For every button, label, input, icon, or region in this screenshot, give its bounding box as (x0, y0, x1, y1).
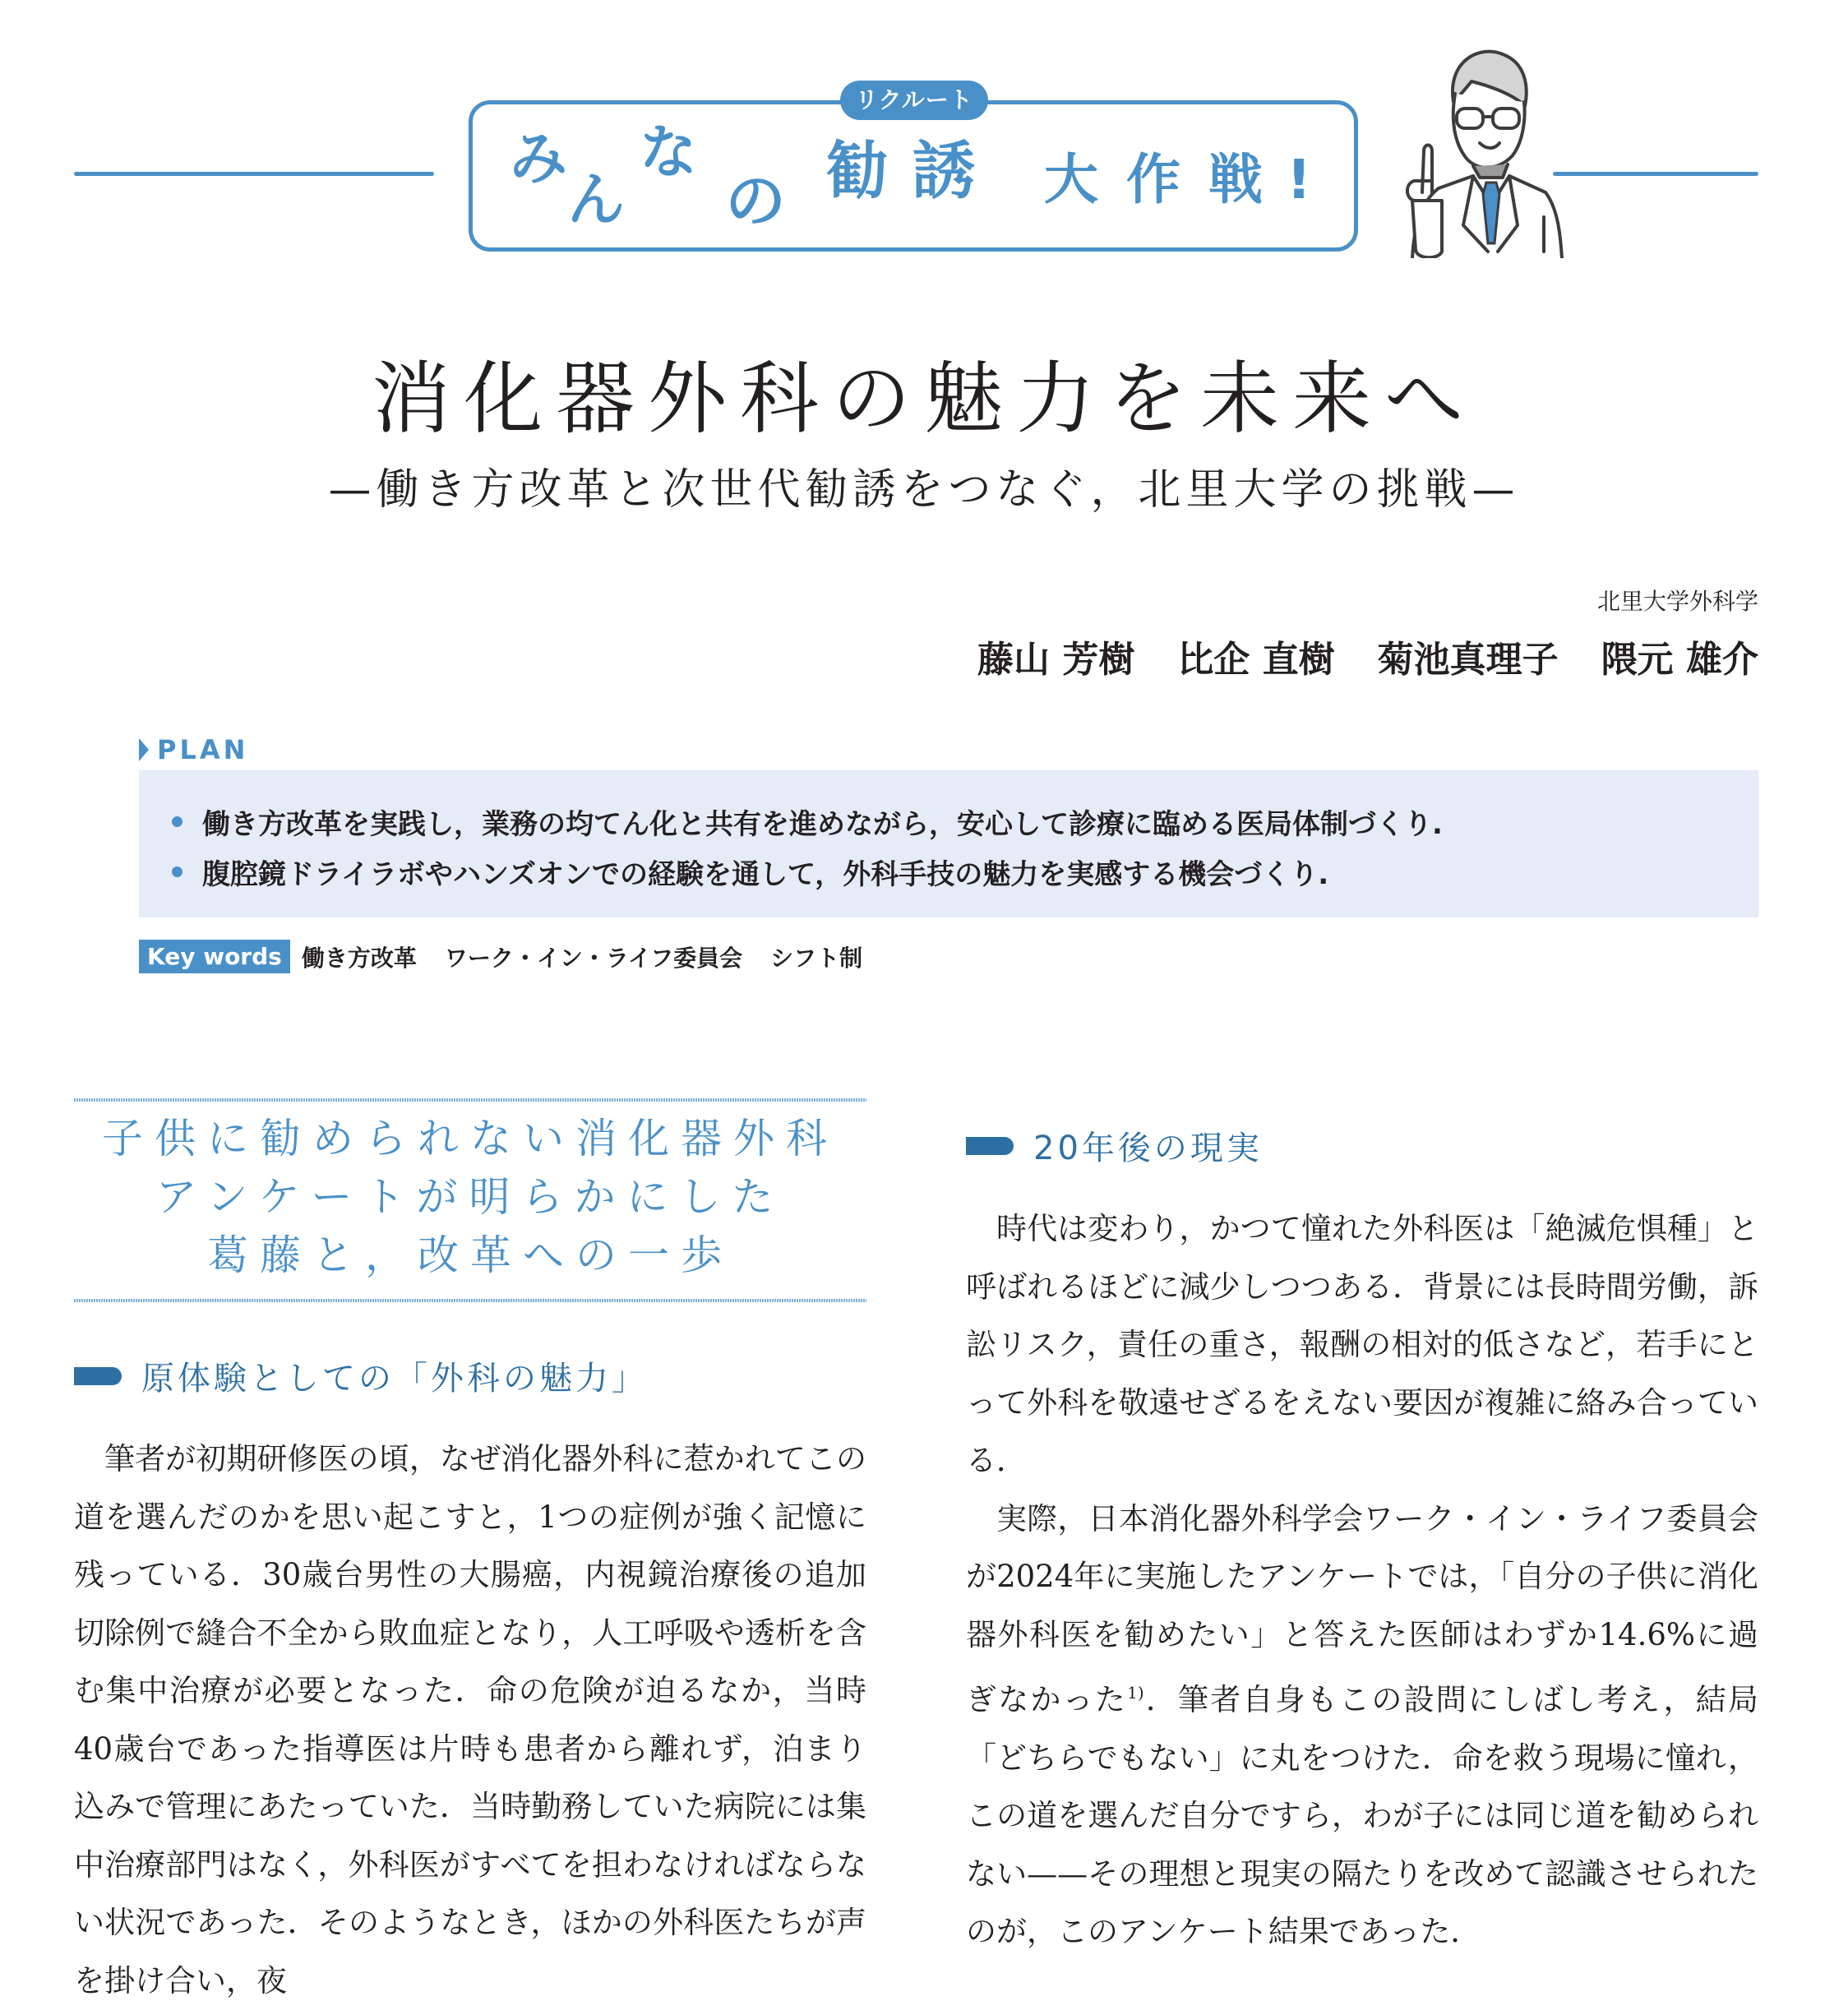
column-headline (74, 1110, 866, 1285)
headline-line: 葛藤と，改革への一歩 (207, 1231, 733, 1279)
section-bar-icon (966, 1137, 1014, 1155)
banner-left-rule (74, 172, 434, 176)
plan-box (139, 770, 1758, 917)
article-title: 消化器外科の魅力を未来へ (372, 353, 1476, 445)
author-name: 菊池真理子 (1377, 639, 1559, 681)
body-text-right (966, 1200, 1758, 1961)
plan-label (139, 734, 248, 765)
author-name: 隈元 雄介 (1601, 639, 1758, 681)
banner-char: な (640, 118, 697, 186)
recruit-badge: リクルート (840, 81, 988, 120)
plan-item (172, 802, 1443, 842)
banner-char: ! (1287, 148, 1312, 211)
banner-char: 戦 (1208, 148, 1263, 211)
plan-item (172, 852, 1328, 892)
bullet-icon (172, 816, 182, 827)
keyword: シフト制 (770, 944, 863, 972)
paragraph-text: ．筆者自身もこの設問にしばし考え，結局「どちらでもない」に丸をつけた．命を救う現場に憧れ，この道を選んだ自分ですら，わが子には同じ道を勧められない——その理想と現実の隔たりを改めて認識させられたのが，このアンケート結果であった． (966, 1682, 1758, 1949)
affiliation: 北里大学外科学 (1596, 588, 1758, 615)
section-heading (74, 1352, 648, 1399)
banner-char: み (510, 125, 567, 192)
author-name: 藤山 芳樹 (977, 639, 1135, 681)
banner-char: の (725, 166, 786, 237)
plan-item-text: 腹腔鏡ドライラボやハンズオンでの経験を通して，外科手技の魅力を実感する機会づくり. (202, 858, 1329, 891)
article-subtitle: —働き方改革と次世代勧誘をつなぐ，北里大学の挑戦— (328, 465, 1520, 515)
plan-label-text: PLAN (157, 734, 249, 765)
paragraph: 筆者が初期研修医の頃，なぜ消化器外科に惹かれてこの道を選んだのかを思い起こすと，1つの症例が強く記憶に残っている．30歳台男性の大腸癌，内視鏡治療後の追加切除例で縫合不全から敗血症となり，人工呼吸や透析を含む集中治療が必要となった．命の危険が迫るなか，当時40歳台であった指導医は片時も患者から離れず，泊まり込みで管理にあたっていた．当時勤務していた病院には集中治療部門はなく，外科医がすべてを担わなければならない状況であった．そのようなとき，ほかの外科医たちが声を掛け合い，夜 (74, 1441, 866, 1998)
bullet-icon (172, 866, 182, 877)
doctor-illustration-icon (1356, 36, 1587, 258)
keywords-label: Key words (139, 940, 290, 973)
triangle-right-icon (139, 738, 149, 761)
banner-char: 誘 (912, 134, 975, 207)
keyword: ワーク・イン・ライフ委員会 (444, 944, 743, 972)
headline-top-rule (74, 1098, 866, 1102)
banner-title (501, 118, 1340, 238)
headline-bottom-rule (74, 1299, 866, 1302)
author-name: 比企 直樹 (1177, 639, 1335, 681)
section-heading-text: 原体験としての「外科の魅力」 (141, 1360, 648, 1398)
body-text-left (74, 1430, 866, 2010)
banner-char: 大 (1044, 148, 1098, 211)
headline-line: 子供に勧められない消化器外科 (102, 1115, 839, 1162)
paragraph (966, 1490, 1758, 1961)
banner-char: ん (567, 166, 625, 233)
headline-line: アンケートが明らかにした (155, 1173, 785, 1221)
banner-char: 勧 (826, 134, 889, 207)
keyword: 働き方改革 (301, 944, 417, 972)
paragraph: 時代は変わり，かつて憧れた外科医は「絶滅危惧種」と呼ばれるほどに減少しつつある．背景には長時間労働，訴訟リスク，責任の重さ，報酬の相対的低さなど，若手にとって外科を敬遠せざるをえない要因が複雑に絡み合っている． (966, 1211, 1758, 1478)
paragraph-text: 実際，日本消化器外科学会ワーク・イン・ライフ委員会が2024年に実施したアンケートでは，「自分の子供に消化器外科医を勧めたい」と答えた医師はわずか14.6%に過ぎなかった (966, 1500, 1758, 1717)
reference-mark[interactable]: 1) (1127, 1683, 1144, 1703)
keywords-row (139, 940, 890, 973)
section-bar-icon (74, 1367, 122, 1385)
section-heading-text: 20年後の現実 (1033, 1130, 1263, 1167)
banner-char: 作 (1126, 148, 1180, 211)
plan-item-text: 働き方改革を実践し，業務の均てん化と共有を進めながら，安心して診療に臨める医局体制づくり. (202, 808, 1443, 841)
section-heading (966, 1122, 1263, 1169)
author-list (977, 630, 1758, 682)
